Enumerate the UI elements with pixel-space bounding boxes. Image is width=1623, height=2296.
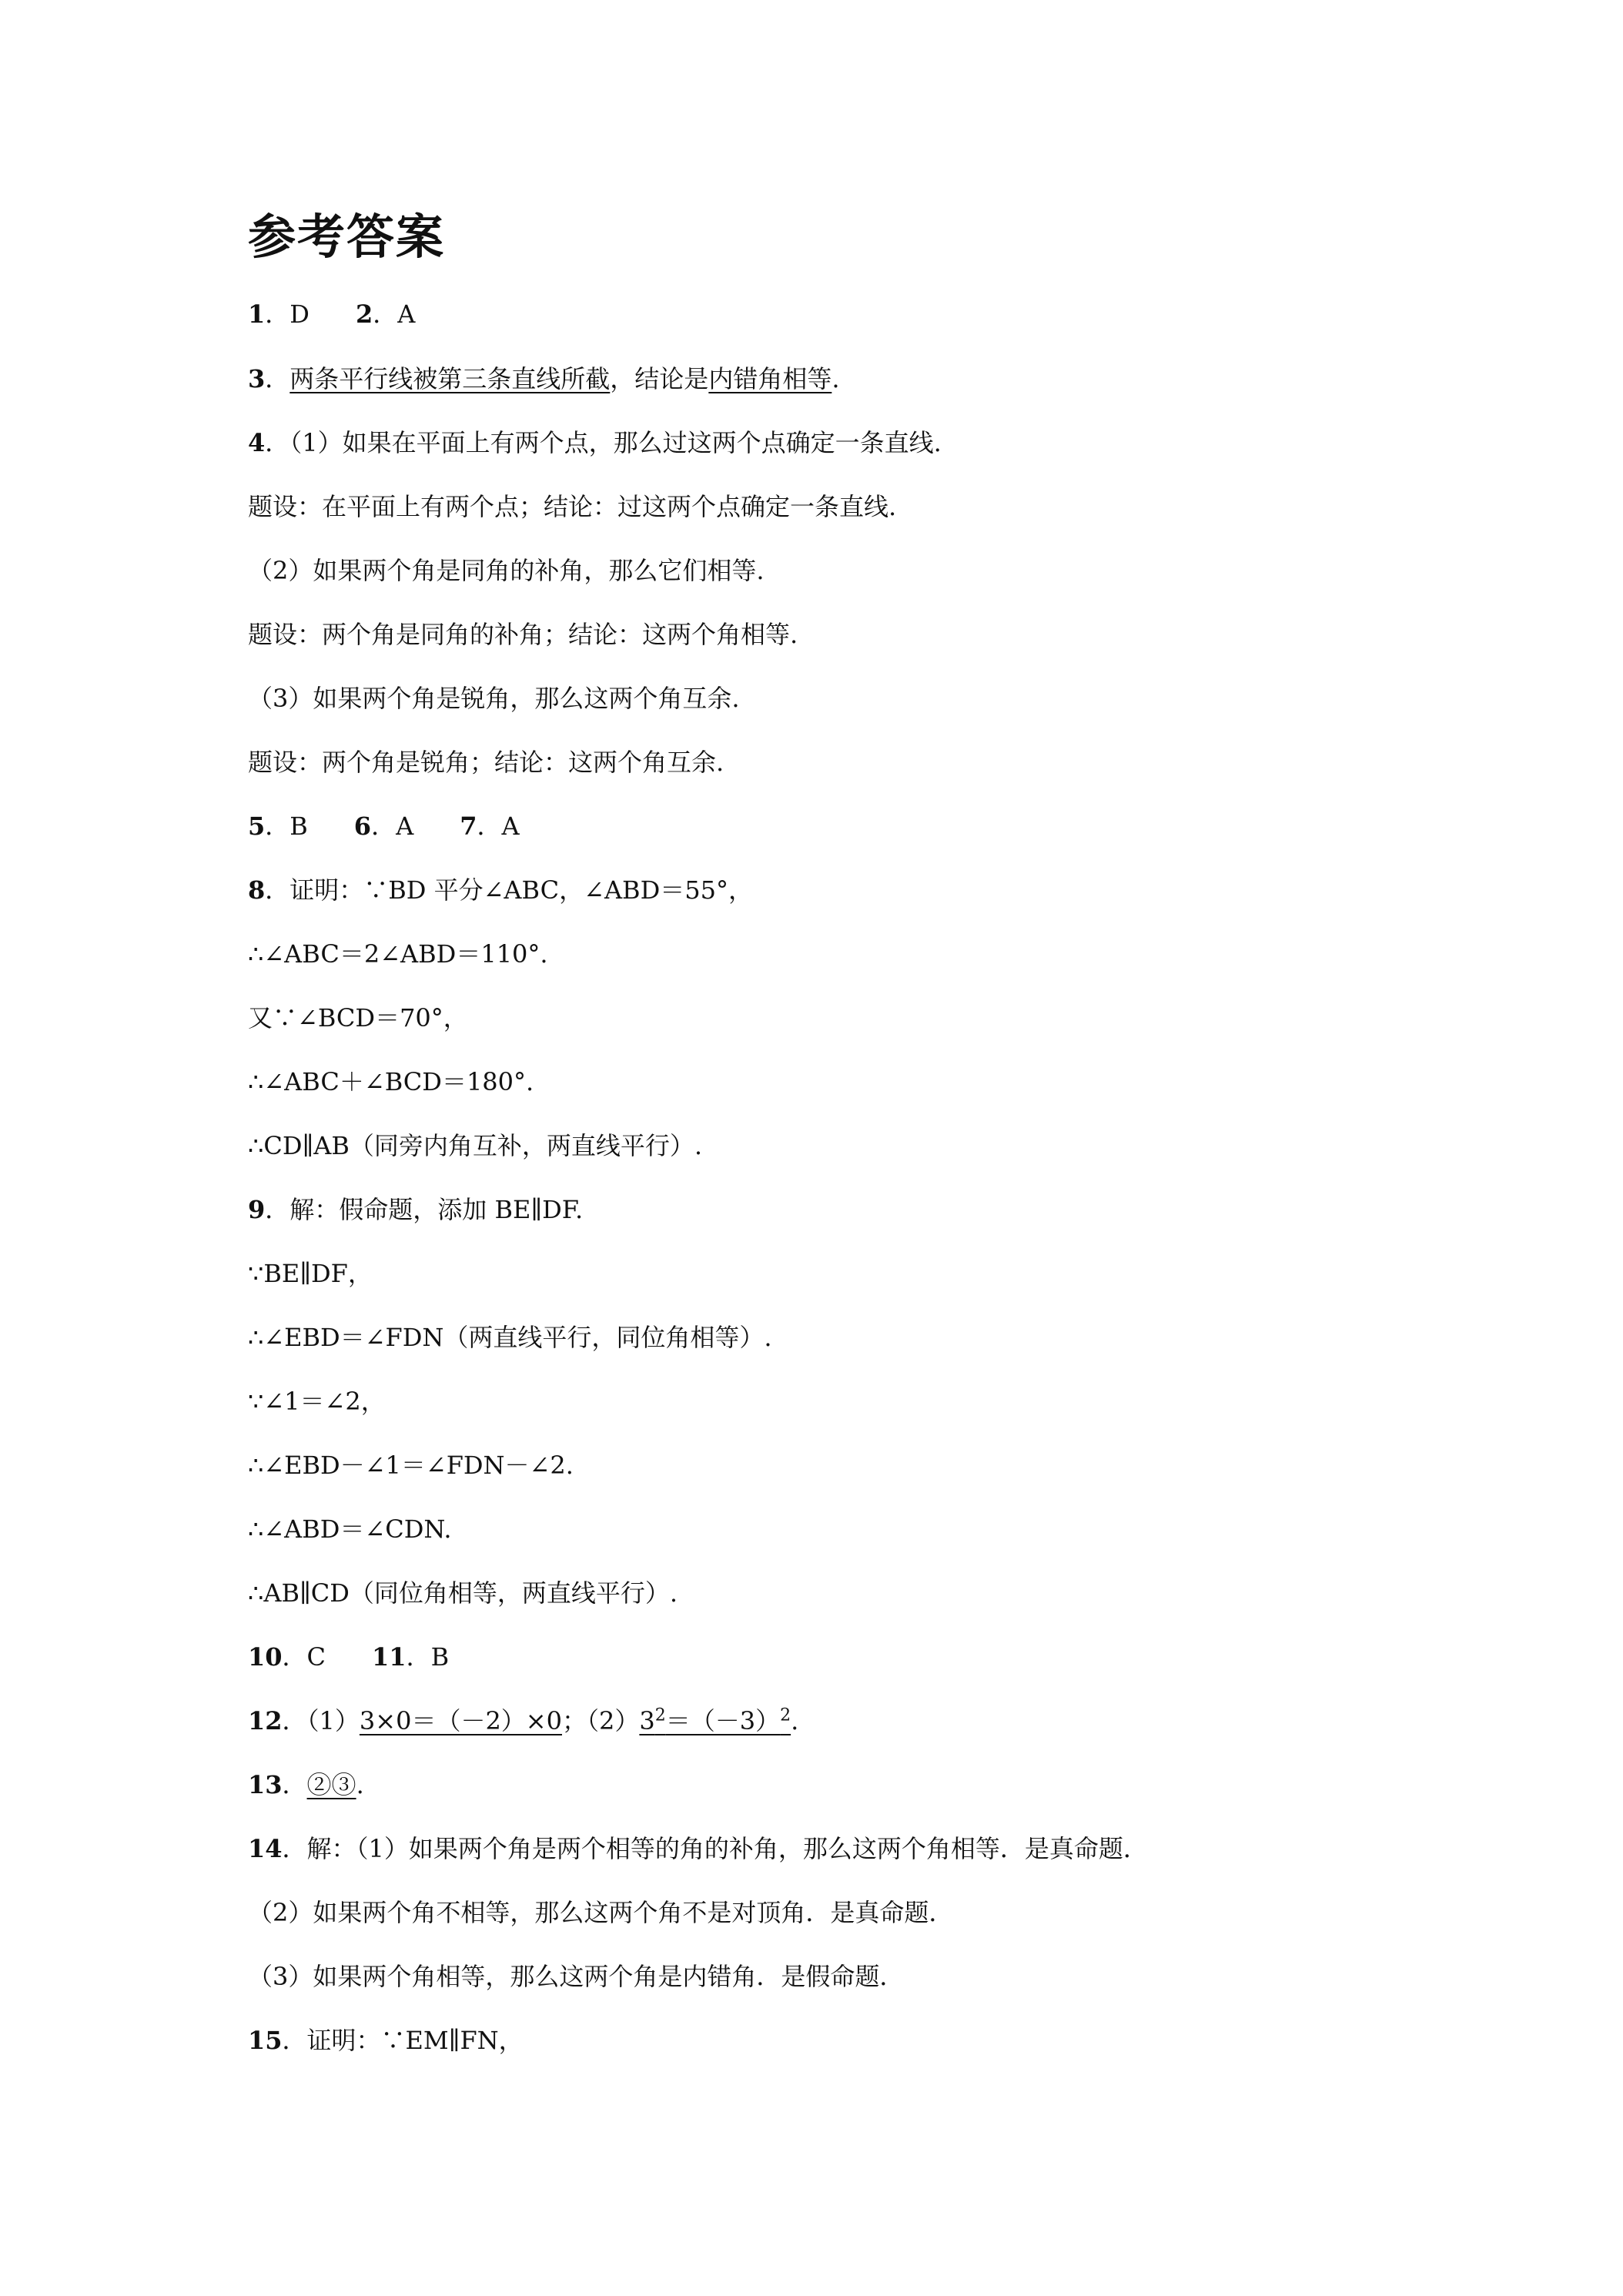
question-number: 3 [248,364,266,393]
question-number: 6 [353,812,372,841]
question-number: 10 [248,1642,283,1672]
question-number: 1 [248,300,266,329]
question-number: 13 [248,1770,283,1799]
answer-line: ∵BE∥DF， [248,1259,373,1288]
answer-line: ∴∠ABC＋∠BCD＝180°. [248,1067,534,1096]
underlined-answer: 内错角相等 [708,364,832,393]
answer-line-3: 3．两条平行线被第三条直线所截，结论是内错角相等. [248,364,840,393]
answer-line-4: 4．（1）如果在平面上有两个点，那么过这两个点确定一条直线. [248,428,942,457]
answer-line: 题设：在平面上有两个点；结论：过这两个点确定一条直线. [248,492,897,521]
question-number: 14 [248,1834,283,1863]
answer-line: ∵∠1＝∠2， [248,1387,386,1416]
page-title: 参考答案 [248,209,446,265]
answer-text: ．A [373,300,416,329]
answer-line-14: 14．解：（1）如果两个角是两个相等的角的补角，那么这两个角相等．是真命题． [248,1834,1148,1863]
answer-line: ∴∠ABC＝2∠ABD＝110°. [248,939,548,969]
underlined-answer: 两条平行线被第三条直线所截 [289,364,611,393]
question-number: 4 [248,428,266,457]
answer-line: （3）如果两个角相等，那么这两个角是内错角．是假命题． [248,1962,905,1991]
answer-line: （3）如果两个角是锐角，那么这两个角互余. [248,684,740,713]
answer-line: 题设：两个角是同角的补角；结论：这两个角相等. [248,620,798,649]
question-number: 15 [248,2026,283,2055]
answer-line: （2）如果两个角是同角的补角，那么它们相等. [248,556,765,585]
answer-line: 又∵∠BCD＝70°， [248,1003,468,1033]
answer-line-10-11: 10．C 11．B [248,1642,450,1672]
answer-line: ∴∠EBD＝∠FDN（两直线平行，同位角相等）. [248,1323,772,1352]
answer-line: （2）如果两个角不相等，那么这两个角不是对顶角．是真命题． [248,1898,954,1927]
question-number: 5 [248,812,266,841]
question-number: 11 [372,1642,407,1672]
underlined-answer: ②③ [306,1770,356,1799]
underlined-answer: 3×0＝（－2）×0 [359,1706,562,1735]
answer-line-5-7: 5．B 6．A 7．A [248,812,520,841]
answer-line: 题设：两个角是锐角；结论：这两个角互余. [248,748,724,777]
answer-text: ．D [265,300,310,329]
answer-line-12: 12．（1）3×0＝（－2）×0；$(2)3^2=(-3)^2$. [248,1705,799,1735]
answer-line-1 [248,297,415,331]
question-number: 8 [248,875,266,905]
answer-line: ∴∠EBD－∠1＝∠FDN－∠2. [248,1451,574,1480]
question-number: 2 [355,300,373,329]
underlined-answer: $3^2=(-3)^2$ [639,1705,791,1735]
answer-line: ∴CD∥AB（同旁内角互补，两直线平行）. [248,1131,703,1160]
answer-line: ∴∠ABD＝∠CDN. [248,1514,452,1544]
answer-line-8: 8．证明：∵BD 平分∠ABC，∠ABD＝55°， [248,875,753,905]
answer-line-9: 9．解：假命题，添加 BE∥DF. [248,1195,584,1224]
question-number: 7 [460,812,477,841]
answer-line: ∴AB∥CD（同位角相等，两直线平行）. [248,1578,678,1608]
question-number: 12 [248,1706,283,1735]
answer-line-13: 13．②③. [248,1770,364,1799]
question-number: 9 [248,1195,266,1224]
answer-line-15: 15．证明：∵EM∥FN， [248,2026,524,2055]
